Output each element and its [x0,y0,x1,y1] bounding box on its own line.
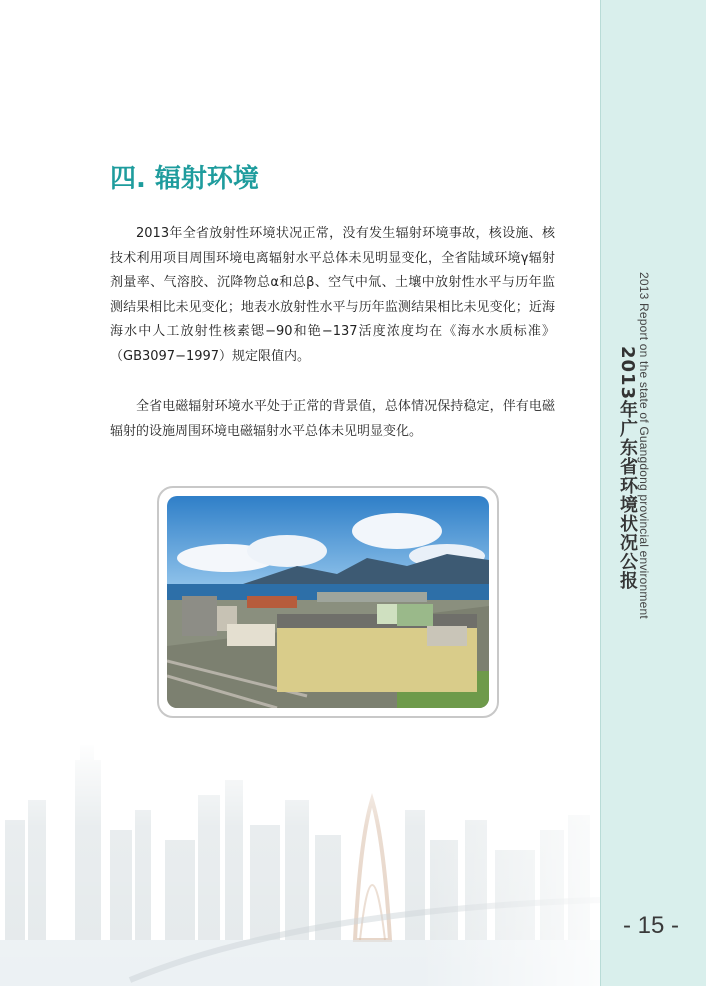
nuclear-facility-photo [167,496,489,708]
paragraph-electromagnetic: 全省电磁辐射环境水平处于正常的背景值，总体情况保持稳定，伴有电磁辐射的设施周围环境电磁辐射水平总体未见明显变化。 [110,399,555,439]
section-heading: 四. 辐射环境 [110,164,259,194]
sidebar-title-cn: 2013年广东省环境状况公报 [617,346,638,591]
city-skyline-watermark [0,740,600,986]
page-number: - 15 - [622,912,679,939]
sidebar-title-en: 2013 Report on the state of Guangdong provincial environment [637,272,651,619]
sidebar-divider [600,0,601,986]
photo-frame [157,486,499,718]
paragraph-radiation: 2013年全省放射性环境状况正常，没有发生辐射环境事故，核设施、核技术利用项目周围环境电离辐射水平总体未见明显变化，全省陆域环境γ辐射剂量率、气溶胶、沉降物总α和总β、空气中氚、土壤中放射性水平与历年监测结果相比未见变化；地表水放射性水平与历年监测结果相比未见变化；近海海水中人工放射性核素锶−90和铯−137活度浓度均在《海水水质标准》（GB3097−1997）规定限值内。 [110,226,555,364]
